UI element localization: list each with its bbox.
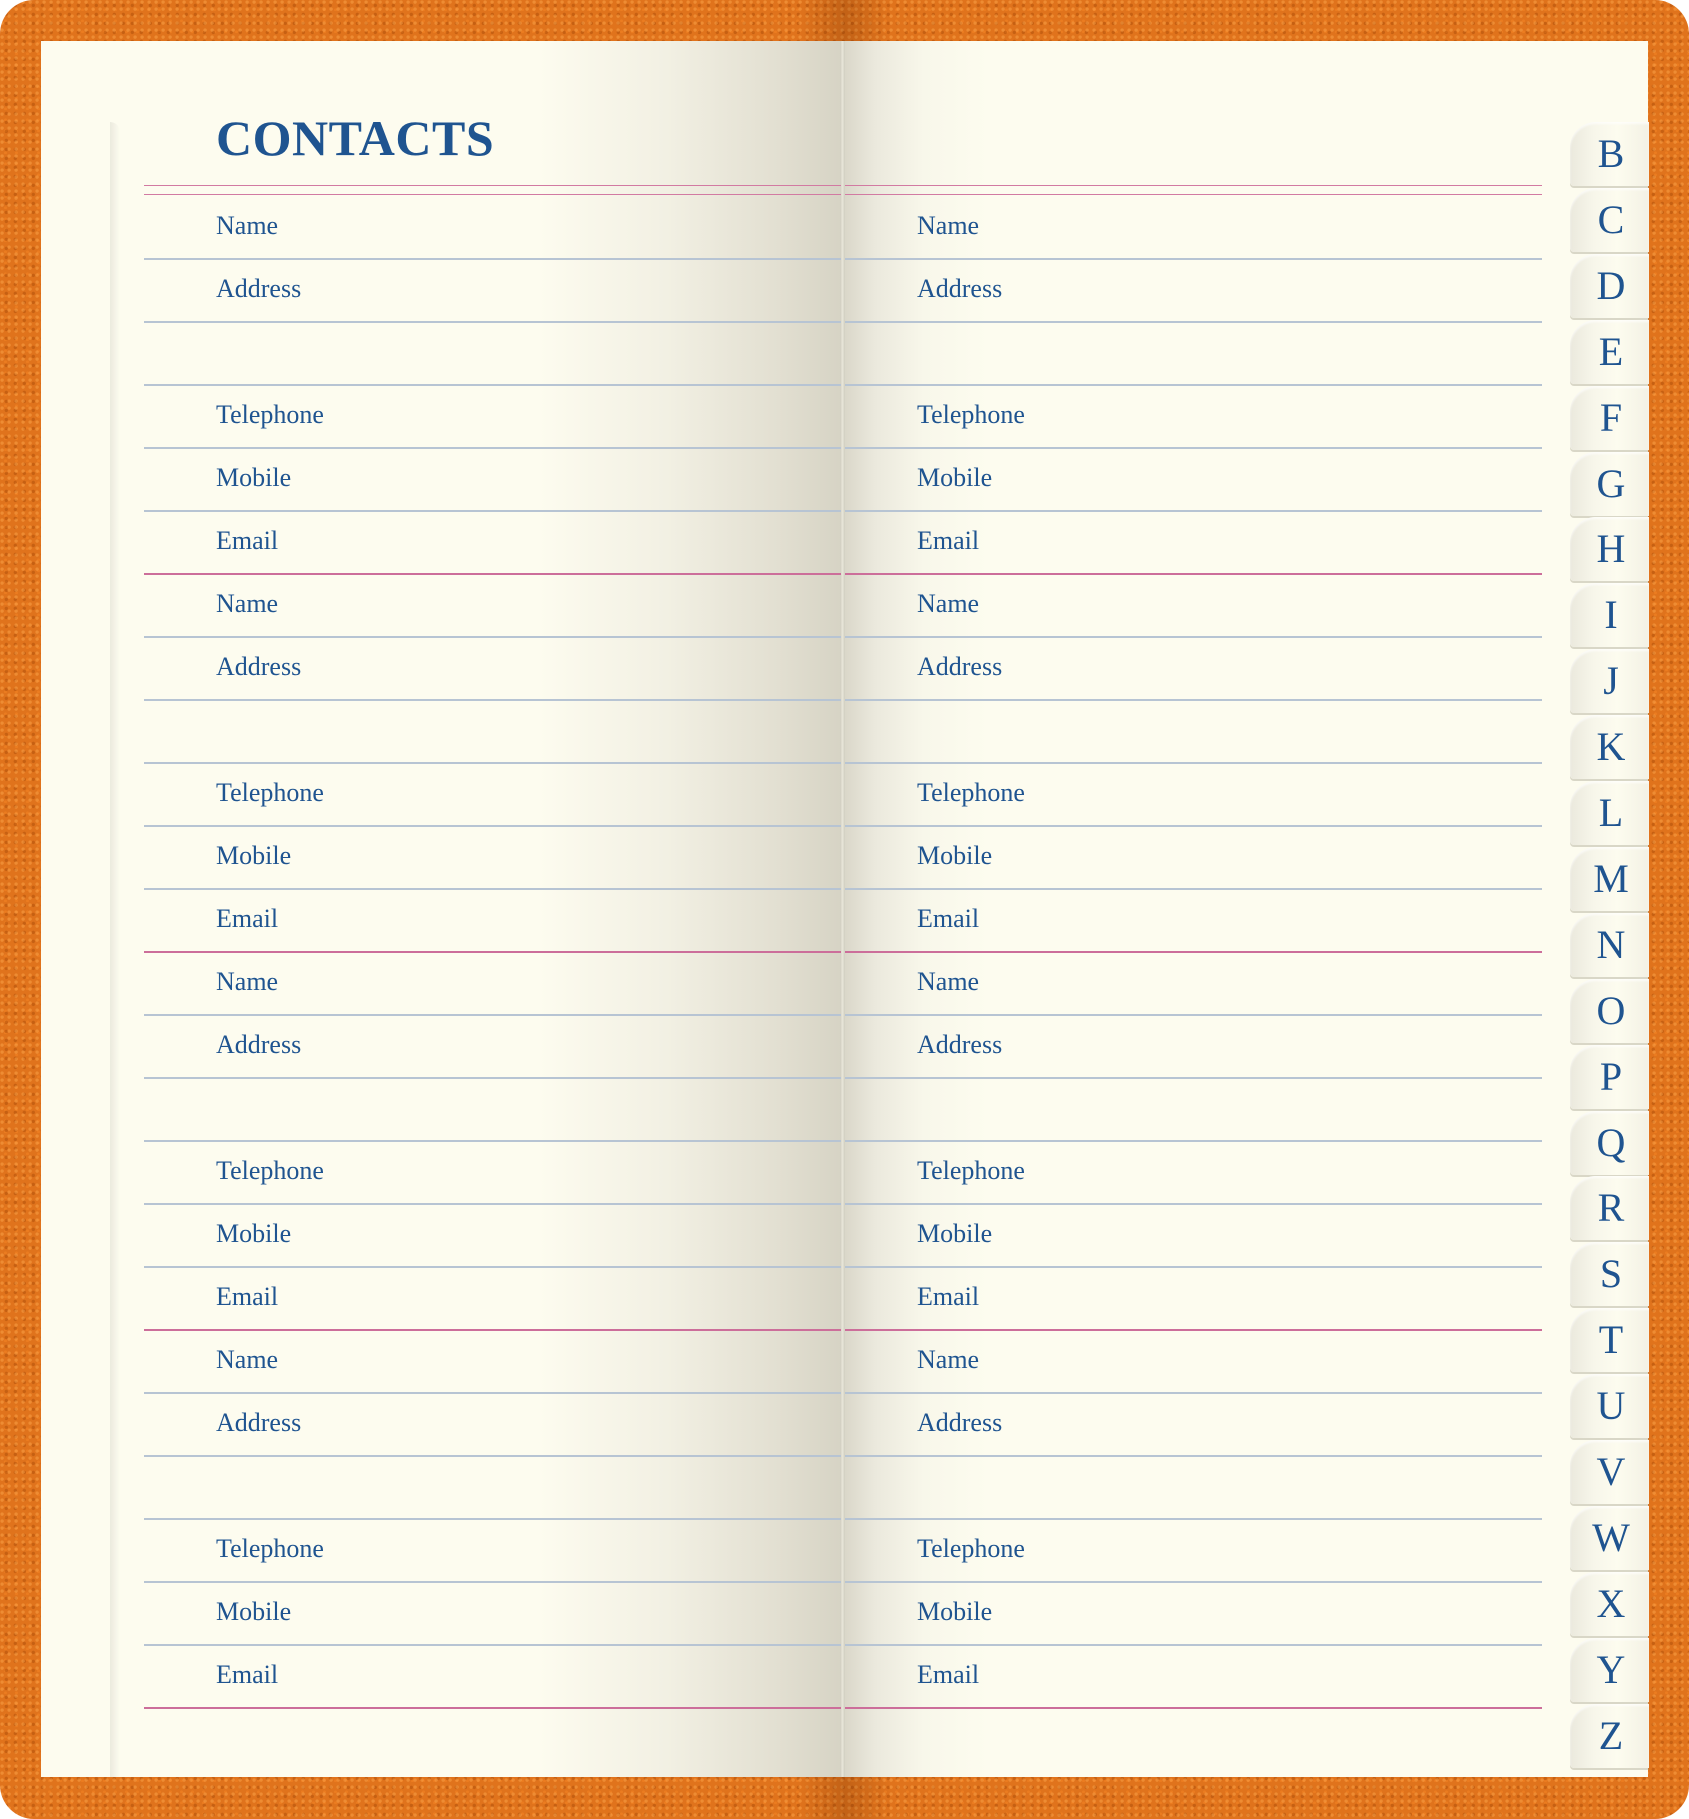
index-tab-letter: K bbox=[1596, 724, 1626, 769]
index-tab-letter: S bbox=[1599, 1251, 1623, 1296]
right-entry-4-telephone-label: Telephone bbox=[917, 1534, 1025, 1563]
index-tab-letter: Y bbox=[1596, 1647, 1626, 1692]
field-rule bbox=[144, 636, 841, 638]
index-tab-letter: C bbox=[1597, 197, 1625, 242]
field-rule bbox=[144, 447, 841, 449]
field-rule bbox=[144, 699, 841, 701]
left-entry-4-mobile-label: Mobile bbox=[216, 1597, 292, 1626]
index-tab-l[interactable] bbox=[1570, 781, 1649, 845]
field-rule bbox=[144, 1140, 841, 1142]
right-entry-2-telephone-label: Telephone bbox=[917, 778, 1025, 807]
header-rule-bottom bbox=[144, 194, 841, 195]
field-rule bbox=[845, 1392, 1542, 1394]
index-tab-m[interactable] bbox=[1570, 847, 1649, 911]
header-rule-top bbox=[845, 185, 1542, 186]
index-tab-j[interactable] bbox=[1570, 649, 1649, 713]
index-tab-letter: J bbox=[1603, 658, 1619, 703]
right-entry-4-mobile-label: Mobile bbox=[917, 1597, 993, 1626]
index-tab-e[interactable] bbox=[1570, 320, 1649, 384]
field-rule bbox=[845, 1077, 1542, 1079]
index-tab-r[interactable] bbox=[1570, 1176, 1649, 1240]
left-entry-1-name-label: Name bbox=[216, 211, 279, 240]
index-tab-f[interactable] bbox=[1570, 386, 1649, 450]
right-entry-1-telephone-label: Telephone bbox=[917, 400, 1025, 429]
index-tab-w[interactable] bbox=[1570, 1506, 1649, 1570]
field-rule bbox=[845, 447, 1542, 449]
left-entry-1-email-label: Email bbox=[216, 526, 279, 555]
page-title: CONTACTS bbox=[216, 110, 495, 166]
right-entry-4-name-label: Name bbox=[917, 1345, 980, 1374]
alphabet-index-tabs bbox=[1570, 122, 1649, 1777]
right-entry-3-email-label: Email bbox=[917, 1282, 980, 1311]
index-tab-letter: I bbox=[1604, 592, 1618, 637]
right-entry-3-address-label: Address bbox=[917, 1030, 1003, 1059]
left-entry-2-address-label: Address bbox=[216, 652, 302, 681]
field-rule bbox=[845, 1140, 1542, 1142]
index-tab-letter: H bbox=[1596, 526, 1626, 571]
field-rule bbox=[845, 1518, 1542, 1520]
index-tab-letter: P bbox=[1599, 1054, 1623, 1099]
index-tab-x[interactable] bbox=[1570, 1572, 1649, 1636]
entry-divider-rule bbox=[845, 1707, 1542, 1709]
field-rule bbox=[144, 1581, 841, 1583]
index-tab-letter: W bbox=[1592, 1515, 1630, 1560]
field-rule bbox=[144, 510, 841, 512]
index-tab-letter: N bbox=[1596, 922, 1626, 967]
left-entry-2-email-label: Email bbox=[216, 904, 279, 933]
index-tab-t[interactable] bbox=[1570, 1308, 1649, 1372]
index-tab-v[interactable] bbox=[1570, 1440, 1649, 1504]
left-entry-4-email-label: Email bbox=[216, 1660, 279, 1689]
field-rule bbox=[845, 258, 1542, 260]
left-entry-3-email-label: Email bbox=[216, 1282, 279, 1311]
index-tab-u[interactable] bbox=[1570, 1374, 1649, 1438]
right-entry-1-email-label: Email bbox=[917, 526, 980, 555]
left-entry-2-mobile-label: Mobile bbox=[216, 841, 292, 870]
index-tab-letter: G bbox=[1596, 461, 1626, 506]
index-tab-o[interactable] bbox=[1570, 979, 1649, 1043]
left-entry-4-telephone-label: Telephone bbox=[216, 1534, 324, 1563]
index-tab-letter: U bbox=[1596, 1383, 1626, 1428]
right-entry-1-name-label: Name bbox=[917, 211, 980, 240]
field-rule bbox=[144, 825, 841, 827]
index-tab-c[interactable] bbox=[1570, 188, 1649, 252]
page-spine-fold bbox=[840, 41, 845, 1777]
left-entry-1-telephone-label: Telephone bbox=[216, 400, 324, 429]
left-entry-1-mobile-label: Mobile bbox=[216, 463, 292, 492]
field-rule bbox=[144, 384, 841, 386]
field-rule bbox=[144, 888, 841, 890]
right-entry-3-mobile-label: Mobile bbox=[917, 1219, 993, 1248]
index-tab-i[interactable] bbox=[1570, 583, 1649, 647]
entry-divider-rule bbox=[144, 1329, 841, 1331]
left-entry-2-telephone-label: Telephone bbox=[216, 778, 324, 807]
index-tab-letter: F bbox=[1599, 395, 1623, 440]
right-entry-1-address-label: Address bbox=[917, 274, 1003, 303]
right-entry-3-name-label: Name bbox=[917, 967, 980, 996]
field-rule bbox=[144, 762, 841, 764]
index-tab-letter: V bbox=[1596, 1449, 1626, 1494]
left-entry-2-name-label: Name bbox=[216, 589, 279, 618]
field-rule bbox=[845, 888, 1542, 890]
field-rule bbox=[144, 1455, 841, 1457]
entry-divider-rule bbox=[144, 573, 841, 575]
field-rule bbox=[144, 1644, 841, 1646]
right-entry-2-email-label: Email bbox=[917, 904, 980, 933]
index-tab-g[interactable] bbox=[1570, 452, 1649, 516]
right-entry-4-email-label: Email bbox=[917, 1660, 980, 1689]
index-tab-k[interactable] bbox=[1570, 715, 1649, 779]
entry-divider-rule bbox=[845, 1329, 1542, 1331]
field-rule bbox=[845, 321, 1542, 323]
index-tab-h[interactable] bbox=[1570, 517, 1649, 581]
index-tab-z[interactable] bbox=[1570, 1704, 1649, 1768]
field-rule bbox=[845, 1455, 1542, 1457]
field-rule bbox=[845, 699, 1542, 701]
index-tab-y[interactable] bbox=[1570, 1638, 1649, 1702]
index-tab-letter: D bbox=[1596, 263, 1626, 308]
index-tab-letter: L bbox=[1598, 790, 1624, 835]
field-rule bbox=[845, 1644, 1542, 1646]
right-entry-2-name-label: Name bbox=[917, 589, 980, 618]
field-rule bbox=[144, 321, 841, 323]
index-tab-q[interactable] bbox=[1570, 1111, 1649, 1175]
entry-divider-rule bbox=[144, 951, 841, 953]
index-tab-n[interactable] bbox=[1570, 913, 1649, 977]
field-rule bbox=[845, 1266, 1542, 1268]
entry-divider-rule bbox=[144, 1707, 841, 1709]
field-rule bbox=[845, 825, 1542, 827]
index-tab-d[interactable] bbox=[1570, 254, 1649, 318]
left-entry-4-name-label: Name bbox=[216, 1345, 279, 1374]
under-page-edge bbox=[110, 122, 120, 1777]
index-tab-letter: X bbox=[1596, 1581, 1626, 1626]
right-entry-3-telephone-label: Telephone bbox=[917, 1156, 1025, 1185]
field-rule bbox=[144, 1518, 841, 1520]
field-rule bbox=[144, 1077, 841, 1079]
entry-divider-rule bbox=[845, 951, 1542, 953]
header-rule-bottom bbox=[845, 194, 1542, 195]
left-entry-3-address-label: Address bbox=[216, 1030, 302, 1059]
entry-divider-rule bbox=[845, 573, 1542, 575]
index-tab-letter: O bbox=[1596, 988, 1626, 1033]
index-tab-b[interactable] bbox=[1570, 122, 1649, 186]
right-entry-4-address-label: Address bbox=[917, 1408, 1003, 1437]
left-page bbox=[41, 41, 843, 1777]
index-tab-s[interactable] bbox=[1570, 1242, 1649, 1306]
left-entry-1-address-label: Address bbox=[216, 274, 302, 303]
right-entry-1-mobile-label: Mobile bbox=[917, 463, 993, 492]
index-tab-letter: E bbox=[1598, 329, 1624, 374]
index-tab-letter: T bbox=[1598, 1317, 1624, 1362]
left-entry-3-name-label: Name bbox=[216, 967, 279, 996]
index-tab-letter: R bbox=[1597, 1185, 1625, 1230]
left-entry-3-mobile-label: Mobile bbox=[216, 1219, 292, 1248]
field-rule bbox=[845, 1203, 1542, 1205]
index-tab-letter: M bbox=[1593, 856, 1629, 901]
index-tab-letter: Z bbox=[1598, 1713, 1624, 1758]
field-rule bbox=[845, 762, 1542, 764]
field-rule bbox=[845, 384, 1542, 386]
left-entry-3-telephone-label: Telephone bbox=[216, 1156, 324, 1185]
index-tab-letter: Q bbox=[1596, 1120, 1626, 1165]
field-rule bbox=[144, 258, 841, 260]
field-rule bbox=[144, 1014, 841, 1016]
right-entry-2-mobile-label: Mobile bbox=[917, 841, 993, 870]
field-rule bbox=[845, 1014, 1542, 1016]
field-rule bbox=[845, 510, 1542, 512]
field-rule bbox=[845, 636, 1542, 638]
index-tab-letter: B bbox=[1597, 131, 1625, 176]
header-rule-top bbox=[144, 185, 841, 186]
field-rule bbox=[845, 1581, 1542, 1583]
field-rule bbox=[144, 1266, 841, 1268]
field-rule bbox=[144, 1392, 841, 1394]
index-tab-p[interactable] bbox=[1570, 1045, 1649, 1109]
field-rule bbox=[144, 1203, 841, 1205]
left-entry-4-address-label: Address bbox=[216, 1408, 302, 1437]
right-entry-2-address-label: Address bbox=[917, 652, 1003, 681]
